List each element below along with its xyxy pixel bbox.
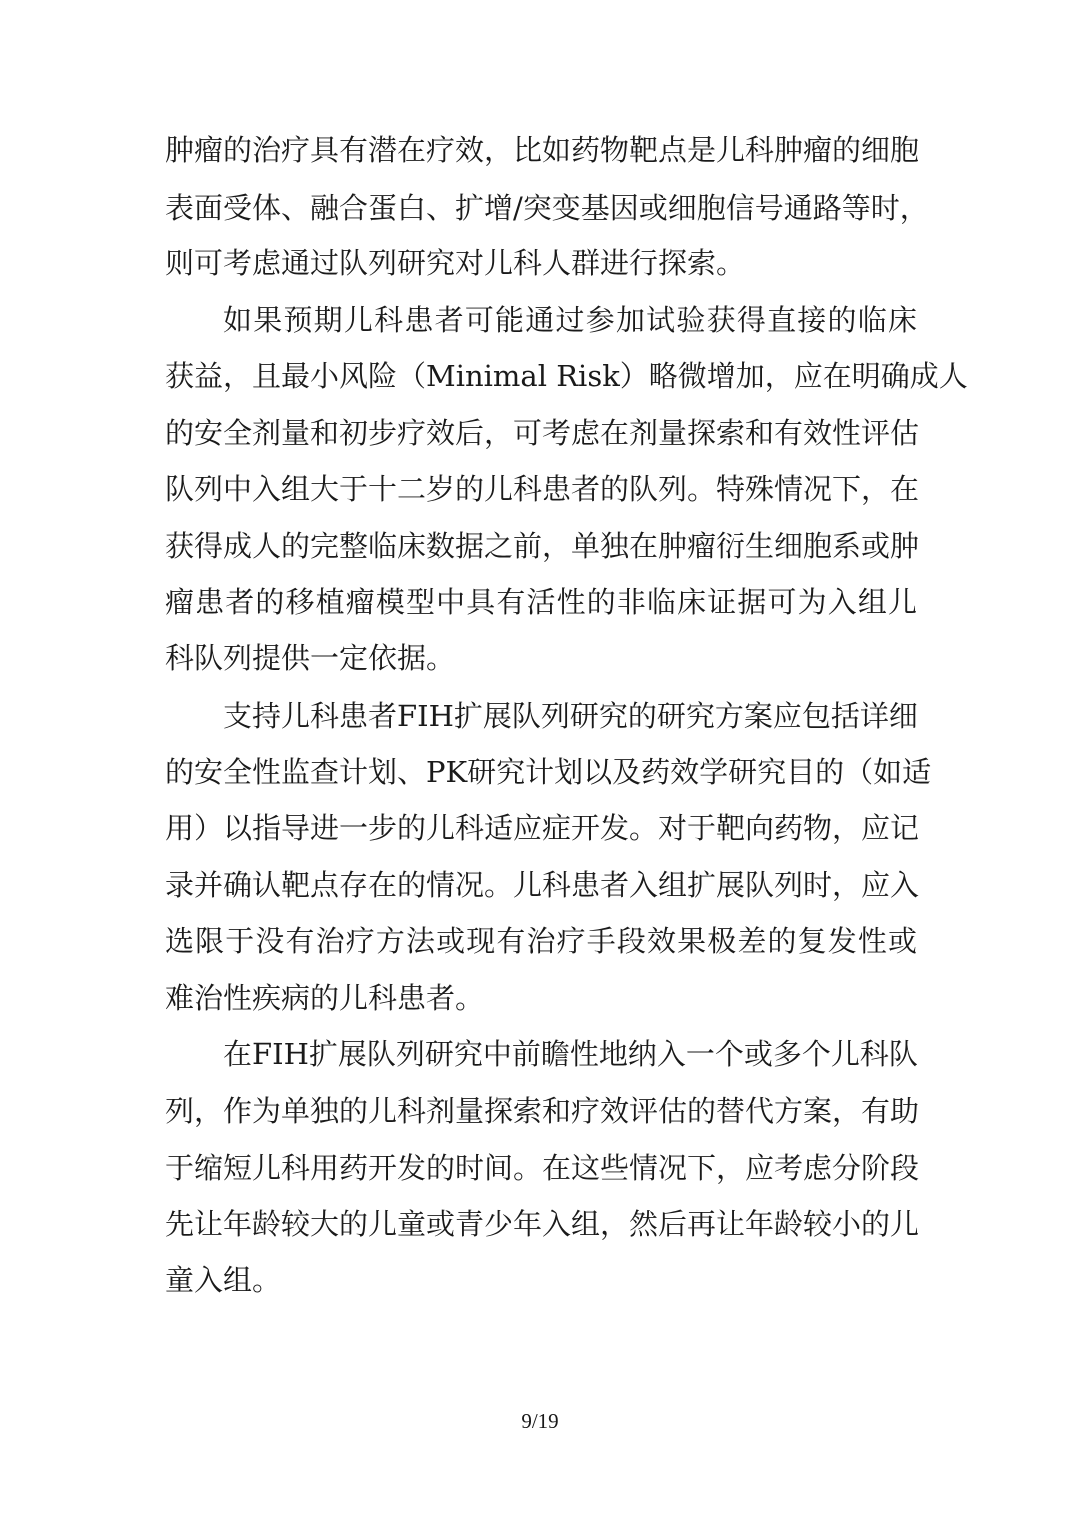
text-line: 获得成人的完整临床数据之前，单独在肿瘤衍生细胞系或肿 — [165, 529, 920, 563]
page-number: 9/19 — [521, 1409, 559, 1433]
text-line: 用）以指导进一步的儿科适应症开发。对于靶向药物，应记 — [165, 811, 920, 845]
text-line: 录并确认靶点存在的情况。儿科患者入组扩展队列时，应入 — [165, 868, 920, 902]
text-line: 科队列提供一定依据。 — [165, 641, 456, 675]
text-line: 于缩短儿科用药开发的时间。在这些情况下，应考虑分阶段 — [165, 1151, 920, 1185]
text-line: 瘤患者的移植瘤模型中具有活性的非临床证据可为入组儿 — [165, 585, 917, 619]
text-line: 先让年龄较大的儿童或青少年入组，然后再让年龄较小的儿 — [165, 1207, 920, 1241]
text-line: 如果预期儿科患者可能通过参加试验获得直接的临床 — [223, 303, 917, 337]
text-line: 童入组。 — [165, 1263, 282, 1297]
text-line: 的安全性监查计划、PK研究计划以及药效学研究目的（如适 — [165, 755, 932, 789]
text-line: 难治性疾病的儿科患者。 — [165, 981, 485, 1015]
text-line: 的安全剂量和初步疗效后，可考虑在剂量探索和有效性评估 — [165, 416, 920, 450]
text-line: 获益，且最小风险（Minimal Risk）略微增加，应在明确成人 — [165, 359, 968, 393]
text-line: 则可考虑通过队列研究对儿科人群进行探索。 — [165, 246, 746, 280]
text-line: 在FIH扩展队列研究中前瞻性地纳入一个或多个儿科队 — [223, 1037, 918, 1071]
text-line: 表面受体、融合蛋白、扩增/突变基因或细胞信号通路等时， — [165, 191, 929, 225]
text-line: 肿瘤的治疗具有潜在疗效，比如药物靶点是儿科肿瘤的细胞 — [165, 133, 920, 167]
text-line: 列，作为单独的儿科剂量探索和疗效评估的替代方案，有助 — [165, 1094, 920, 1128]
text-line: 队列中入组大于十二岁的儿科患者的队列。特殊情况下，在 — [165, 472, 920, 506]
text-line: 选限于没有治疗方法或现有治疗手段效果极差的复发性或 — [165, 924, 917, 958]
text-line: 支持儿科患者FIH扩展队列研究的研究方案应包括详细 — [223, 699, 918, 733]
